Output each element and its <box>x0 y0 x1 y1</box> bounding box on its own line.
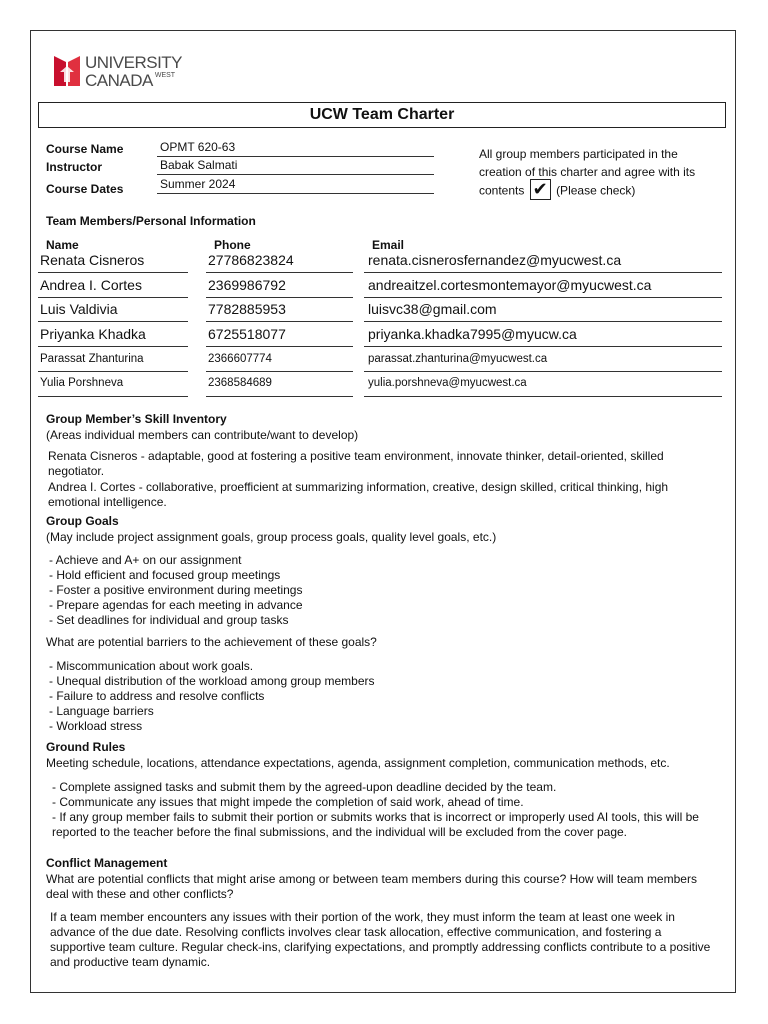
barriers-question: What are potential barriers to the achievement of these goals? <box>46 635 377 649</box>
row-line <box>364 321 722 322</box>
member-phone[interactable]: 2368584689 <box>208 377 272 389</box>
row-line <box>364 346 722 347</box>
logo-west: WEST <box>154 72 176 79</box>
rules-item-1[interactable]: - Complete assigned tasks and submit them by the agreed-upon deadline decided by the team. <box>52 780 557 794</box>
row-line <box>364 272 722 273</box>
agreement-note <box>479 145 719 202</box>
goals-subheading: (May include project assignment goals, group process goals, quality level goals, etc.) <box>46 530 497 544</box>
goals-list[interactable] <box>49 553 303 628</box>
table-row <box>38 376 724 397</box>
member-email[interactable]: luisvc38@gmail.com <box>368 301 497 317</box>
page-title: UCW Team Charter <box>38 102 726 128</box>
logo-line2: CANADA <box>85 71 153 90</box>
member-email[interactable]: parassat.zhanturina@myucwest.ca <box>368 353 548 365</box>
course-name-line <box>157 156 434 157</box>
row-line <box>206 297 353 298</box>
row-line <box>38 297 188 298</box>
list-item: - Failure to address and resolve conflicts <box>49 689 265 703</box>
member-name[interactable]: Andrea I. Cortes <box>40 277 142 293</box>
member-phone[interactable]: 6725518077 <box>208 326 286 342</box>
member-phone[interactable]: 27786823824 <box>208 252 294 268</box>
list-item: - Foster a positive environment during meetings <box>49 583 303 597</box>
instructor-line <box>157 174 434 175</box>
list-item: - Achieve and A+ on our assignment <box>49 553 242 567</box>
col-email-header: Email <box>372 238 405 252</box>
list-item: - Unequal distribution of the workload among group members <box>49 674 375 688</box>
rules-item-3[interactable]: - If any group member fails to submit their portion or submits works that is incorrect or improperly used AI tools, this will be reported to the teacher before the final submissions, and the individual will be excluded from the cover page. <box>52 810 699 839</box>
instructor-field[interactable]: Babak Salmati <box>160 158 238 172</box>
university-logo <box>52 52 182 92</box>
course-dates-field[interactable]: Summer 2024 <box>160 177 236 191</box>
conflict-answer[interactable]: If a team member encounters any issues with their portion of the work, they must inform the team at least one week in advance of the due date. Resolving conflicts involves clear task allocation, effective communication, and fostering a supportive team culture. Regular check-ins, clarifying expectations, and promptly addressing conflicts contribute to a positive and productive team dynamic. <box>50 910 711 969</box>
row-line <box>364 396 722 397</box>
list-item: - Language barriers <box>49 704 154 718</box>
row-line <box>38 321 188 322</box>
row-line <box>206 321 353 322</box>
member-name[interactable]: Luis Valdivia <box>40 301 118 317</box>
member-email[interactable]: renata.cisnerosfernandez@myucwest.ca <box>368 252 622 268</box>
barriers-list[interactable] <box>49 659 375 734</box>
course-name-label: Course Name <box>46 142 124 156</box>
list-item: - Prepare agendas for each meeting in advance <box>49 598 303 612</box>
row-line <box>206 272 353 273</box>
member-email[interactable]: priyanka.khadka7995@myucw.ca <box>368 326 577 342</box>
row-line <box>38 396 188 397</box>
member-name[interactable]: Parassat Zhanturina <box>40 353 144 365</box>
member-phone[interactable]: 2366607774 <box>208 353 272 365</box>
course-name-field[interactable]: OPMT 620-63 <box>160 140 236 154</box>
agreement-please-check: (Please check) <box>556 183 636 198</box>
member-email[interactable]: andreaitzel.cortesmontemayor@myucwest.ca <box>368 277 652 293</box>
list-item: - Workload stress <box>49 719 143 733</box>
maple-leaf-icon <box>52 52 84 88</box>
skills-heading: Group Member’s Skill Inventory <box>46 412 227 426</box>
col-phone-header: Phone <box>214 238 251 252</box>
members-heading: Team Members/Personal Information <box>46 214 256 228</box>
rules-subheading: Meeting schedule, locations, attendance expectations, agenda, assignment completion, communication methods, etc. <box>46 756 670 770</box>
list-item: - Hold efficient and focused group meetings <box>49 568 281 582</box>
row-line <box>38 371 188 372</box>
row-line <box>206 371 353 372</box>
member-phone[interactable]: 2369986792 <box>208 277 286 293</box>
conflict-heading: Conflict Management <box>46 856 168 870</box>
skills-entry-2[interactable]: Andrea I. Cortes - collaborative, proefficient at summarizing information, creative, design skilled, critical thinking, high emotional intelligence. <box>48 480 669 509</box>
agreement-text: All group members participated in the creation of this charter and agree with its contents <box>479 147 696 198</box>
list-item: - Set deadlines for individual and group tasks <box>49 613 289 627</box>
rules-item-2[interactable]: - Communicate any issues that might impede the completion of said work, ahead of time. <box>52 795 524 809</box>
rules-heading: Ground Rules <box>46 740 126 754</box>
row-line <box>364 297 722 298</box>
goals-heading: Group Goals <box>46 514 119 528</box>
table-row <box>38 277 724 298</box>
list-item: - Miscommunication about work goals. <box>49 659 254 673</box>
skills-entry-1[interactable]: Renata Cisneros - adaptable, good at fostering a positive team environment, innovate thinker, detail-oriented, skilled negotiator. <box>48 449 664 478</box>
col-name-header: Name <box>46 238 79 252</box>
member-email[interactable]: yulia.porshneva@myucwest.ca <box>368 377 527 389</box>
table-row <box>38 301 724 322</box>
member-phone[interactable]: 7782885953 <box>208 301 286 317</box>
row-line <box>364 371 722 372</box>
table-row <box>38 352 724 372</box>
course-dates-line <box>157 193 434 194</box>
row-line <box>206 396 353 397</box>
conflict-question: What are potential conflicts that might arise among or between team members during this course? How will team members deal with these and other conflicts? <box>46 872 697 901</box>
course-dates-label: Course Dates <box>46 182 124 196</box>
logo-line1: UNIVERSITY <box>85 53 183 72</box>
skills-subheading: (Areas individual members can contribute/want to develop) <box>46 428 359 442</box>
table-row <box>38 252 724 273</box>
member-name[interactable]: Renata Cisneros <box>40 252 145 268</box>
check-mark-icon: ✔ <box>532 179 548 199</box>
row-line <box>206 346 353 347</box>
agreement-checkbox[interactable] <box>530 179 551 200</box>
row-line <box>38 346 188 347</box>
table-row <box>38 326 724 347</box>
member-name[interactable]: Yulia Porshneva <box>40 377 124 389</box>
member-name[interactable]: Priyanka Khadka <box>40 326 146 342</box>
instructor-label: Instructor <box>46 160 103 174</box>
row-line <box>38 272 188 273</box>
